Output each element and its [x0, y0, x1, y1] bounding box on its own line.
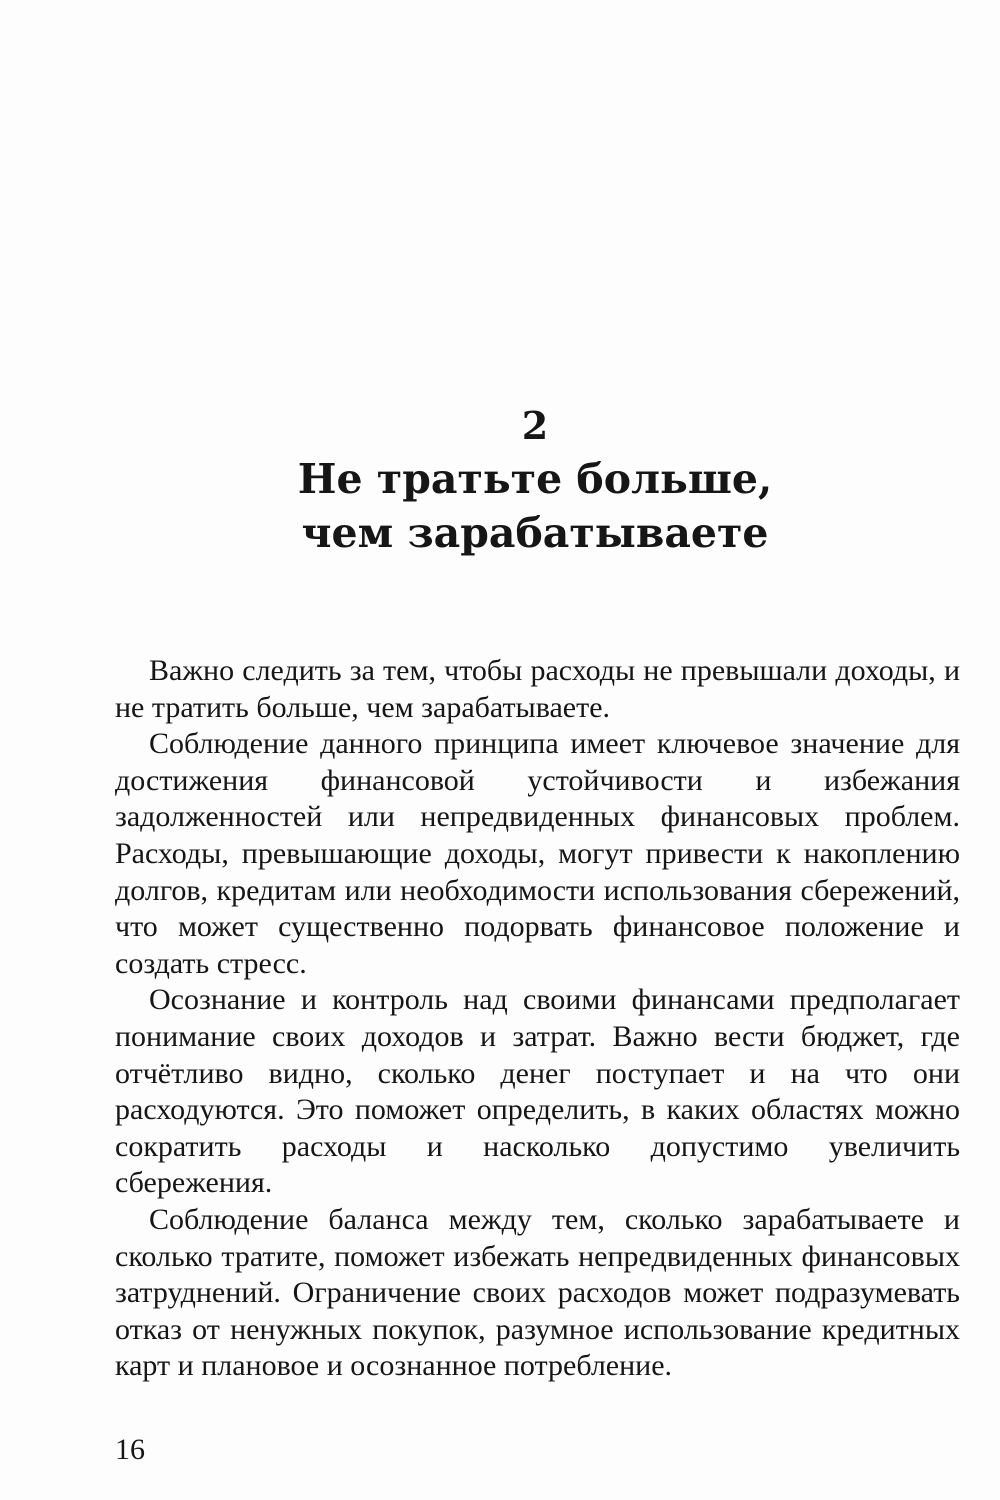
body-text	[115, 653, 960, 1385]
paragraph: Важно следить за тем, чтобы расходы не превышали доходы, и не тратить больше, чем зарабатываете.	[115, 654, 960, 724]
chapter-title-line-1: Не тратьте больше,	[297, 455, 773, 503]
paragraph: Соблюдение данного принципа имеет ключевое значение для достижения финансовой устойчивости и избежания задолженностей или непредвиденных финансовых проблем. Расходы, превышающие доходы, могут привести к накоплению долгов, кредитам или необходимости использования сбережений, что может существенно подорвать финансовое положение и создать стресс.	[115, 727, 960, 980]
chapter-title	[0, 452, 1000, 560]
paragraph: Соблюдение баланса между тем, сколько зарабатываете и сколько тратите, поможет избежать непредвиденных финансовых затруднений. Ограничение своих расходов может подразумевать отказ от ненужных покупок, разумное использование кредитных карт и плановое и осознанное потребление.	[115, 1202, 960, 1383]
paragraph: Осознание и контроль над своими финансами предполагает понимание своих доходов и затрат. Важно вести бюджет, где отчётливо видно, сколько денег поступает и на что они расходуются. Это поможет определить, в каких областях можно сократить расходы и насколько допустимо увеличить сбережения.	[115, 983, 960, 1200]
page-number: 16	[115, 1433, 145, 1466]
chapter-number: 2	[521, 403, 549, 448]
chapter-title-line-2: чем зарабатываете	[301, 509, 769, 557]
